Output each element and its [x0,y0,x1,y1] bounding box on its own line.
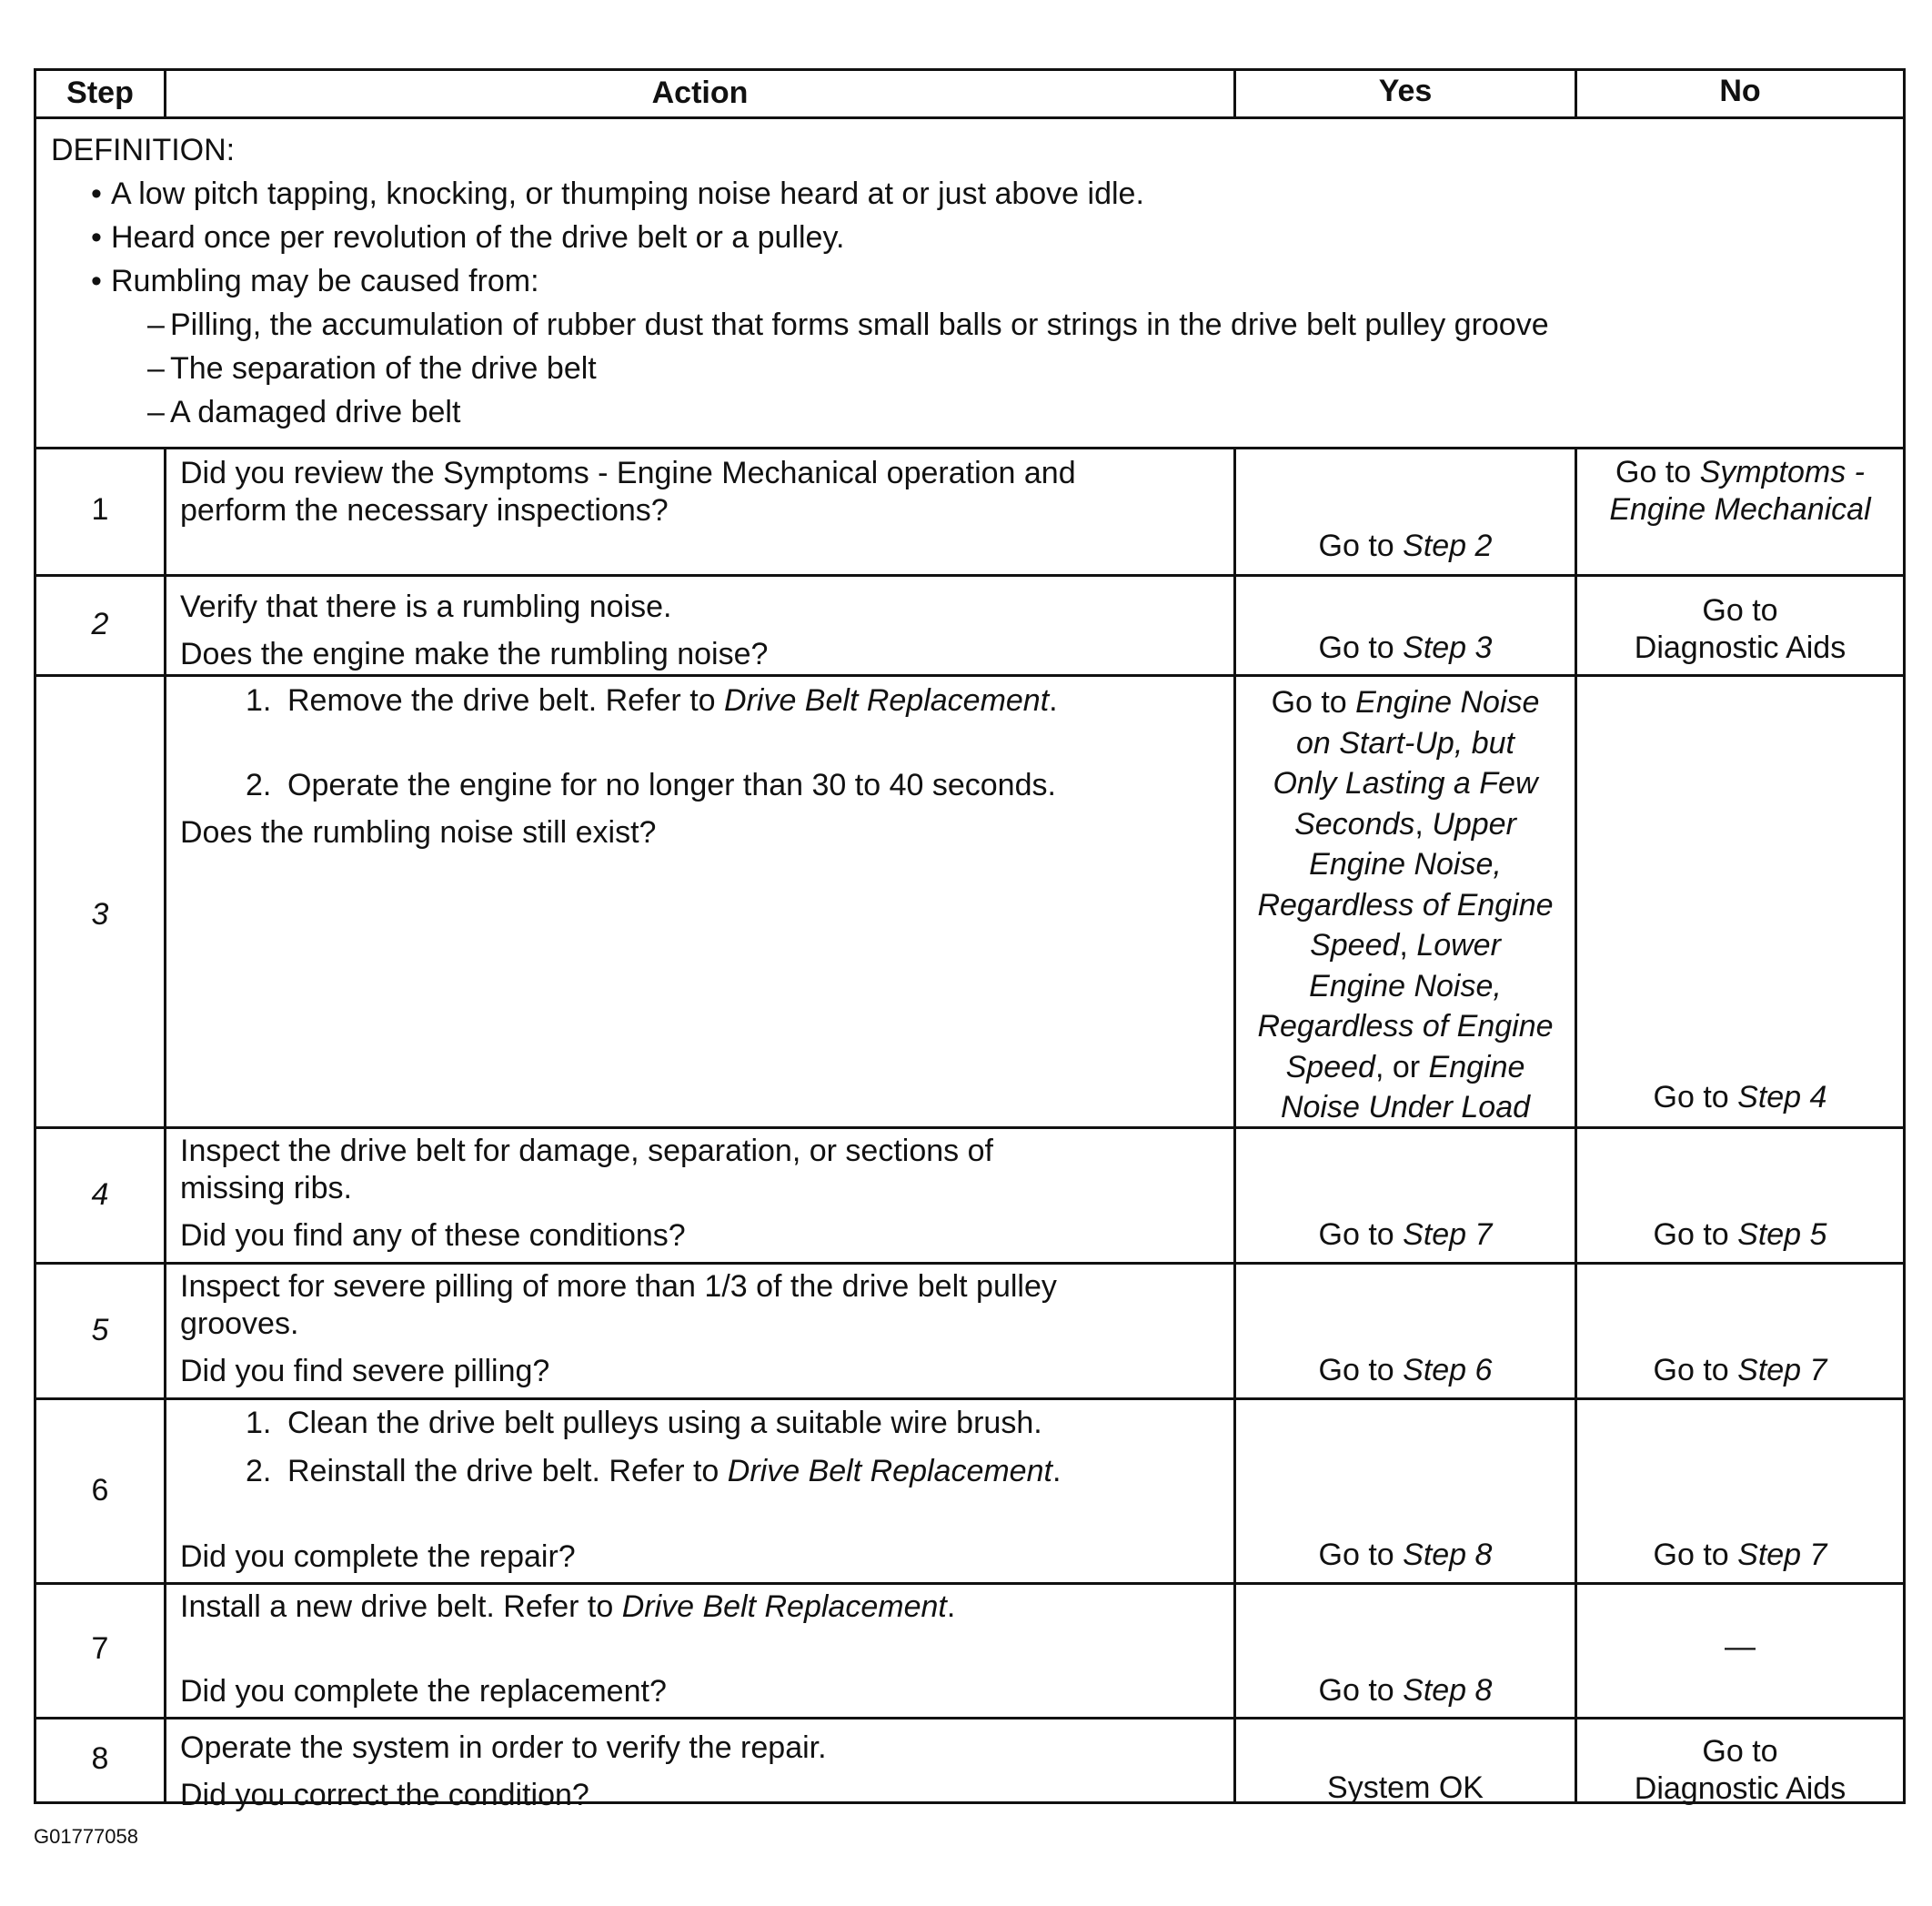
procedure-link[interactable]: Drive Belt Replacement [621,1589,947,1624]
header-divider [36,116,1903,119]
header-action: Action [651,76,749,110]
step-link[interactable]: Step 3 [1403,630,1493,665]
question-text: Does the rumbling noise still exist? [180,815,657,850]
step-number: 8 [91,1741,109,1776]
result-prefix: Go to [1318,1538,1404,1572]
item-text: Operate the engine for no longer than 30 to 40 seconds. [287,768,1056,802]
question-text: Did you find severe pilling? [180,1354,550,1388]
step-link[interactable]: Step 5 [1737,1217,1827,1252]
yes-result [1236,1216,1575,1254]
separator: , [1414,806,1433,842]
result-prefix: Go to [1271,685,1356,720]
action-line: Verify that there is a rumbling noise. [180,590,672,624]
step-link[interactable]: Step 7 [1737,1353,1827,1387]
result-line: Go to [1702,1734,1778,1769]
action-text [180,1588,955,1710]
procedure-link[interactable]: Speed [1310,928,1400,963]
yes-result [1236,630,1575,667]
step-number: 6 [91,1473,109,1508]
diagnostic-aids-link[interactable]: Diagnostic Aids [1634,630,1846,665]
header-step: Step [66,76,134,110]
item-end: . [1049,683,1058,718]
no-result [1577,1079,1903,1116]
result-prefix: Go to [1653,1353,1738,1387]
procedure-link[interactable]: Regardless of Engine [1257,1009,1554,1044]
action-line: grooves. [180,1306,299,1341]
row-divider [36,1397,1903,1400]
result-prefix: Go to [1615,455,1700,489]
procedure-link[interactable]: Speed [1285,1049,1375,1084]
result-prefix: Go to [1318,630,1404,665]
result-prefix: Go to [1653,1217,1738,1252]
no-result [1577,592,1903,667]
result-prefix: Go to [1318,1353,1404,1387]
result-prefix: Go to [1653,1538,1738,1572]
procedure-link[interactable]: Upper [1432,806,1516,842]
step-number: 1 [91,492,109,527]
col-divider [164,447,166,1804]
result-prefix: Go to [1653,1080,1738,1114]
procedure-link[interactable]: Engine Noise, [1309,968,1502,1003]
symptoms-link[interactable]: Engine Mechanical [1609,492,1871,527]
result-prefix: Go to [1318,1673,1404,1708]
item-number: 1. [246,683,272,718]
procedure-link[interactable]: Only Lasting a Few [1273,766,1538,801]
no-result [1577,1352,1903,1389]
action-line: Did you review the Symptoms - Engine Mechanical operation and [180,456,1076,490]
row-divider [36,1262,1903,1265]
action-item [180,1405,1226,1442]
definition-dash: – The separation of the drive belt [51,347,1870,390]
yes-result: System OK [1327,1770,1484,1805]
action-item [180,682,1226,720]
action-line: Install a new drive belt. Refer to [180,1589,622,1624]
separator: , or [1374,1049,1429,1084]
no-result: — [1725,1629,1756,1664]
row-divider [36,574,1903,577]
procedure-link[interactable]: Engine Noise, [1309,847,1502,882]
definition-dash: – Pilling, the accumulation of rubber dust that forms small balls or strings in the drive belt pulley groove [51,303,1870,347]
header-no: No [1719,74,1761,108]
question-text: Did you find any of these conditions? [180,1218,686,1253]
procedure-link[interactable]: Regardless of Engine [1257,887,1554,923]
diagnostic-table [34,68,1906,1812]
procedure-link[interactable]: Drive Belt Replacement [727,1454,1052,1488]
yes-result [1236,1537,1575,1574]
result-prefix: Go to [1318,1217,1404,1252]
action-line: Does the engine make the rumbling noise? [180,637,769,671]
separator: , [1399,928,1417,963]
row-divider [36,1717,1903,1719]
step-link[interactable]: Step 2 [1403,529,1493,563]
action-line: Inspect for severe pilling of more than 1/3 of the drive belt pulley [180,1269,1057,1304]
step-number-text: 2 [91,607,109,641]
yes-result [1236,528,1575,565]
action-item [180,767,1226,804]
procedure-link[interactable]: Engine [1428,1049,1525,1084]
step-number: 7 [91,1631,109,1666]
procedure-link[interactable]: Engine Noise [1355,685,1540,720]
procedure-link[interactable]: Noise Under Load [1280,1090,1531,1124]
no-result [1577,454,1903,529]
step-link[interactable]: Step 7 [1403,1217,1493,1252]
step-link[interactable]: Step 6 [1403,1353,1493,1387]
action-line: Inspect the drive belt for damage, separation, or sections of [180,1134,993,1168]
action-line: Operate the system in order to verify the repair. [180,1730,827,1765]
step-number [36,606,164,643]
step-number [36,1176,164,1214]
yes-result [1236,1352,1575,1389]
item-text: Reinstall the drive belt. Refer to [287,1454,728,1488]
item-number: 2. [246,768,272,802]
no-result [1577,1216,1903,1254]
item-number: 2. [246,1454,272,1488]
action-text [180,455,1076,529]
definition-block [51,128,1870,434]
row-divider [36,1582,1903,1585]
item-end: . [946,1589,956,1624]
definition-bullets [51,172,1870,434]
result-line: Go to [1702,593,1778,628]
action-text [180,1268,1057,1390]
step-number [36,1312,164,1349]
item-end: . [1052,1454,1062,1488]
question-text: Did you complete the replacement? [180,1674,667,1709]
figure-id: G01777058 [34,1825,138,1848]
step-link[interactable]: Step 7 [1737,1538,1827,1572]
symptoms-link[interactable]: Symptoms - [1699,455,1865,489]
definition-bullet: • Rumbling may be caused from: [51,259,1870,303]
action-text [180,583,768,678]
item-text: Remove the drive belt. Refer to [287,683,725,718]
item-number: 1. [246,1406,272,1440]
definition-divider [36,447,1903,449]
action-item [180,1453,1226,1490]
step-number-text: 4 [91,1177,109,1212]
yes-result [1236,682,1575,1128]
header-yes: Yes [1378,74,1433,108]
action-line: missing ribs. [180,1171,352,1205]
action-line: perform the necessary inspections? [180,493,669,528]
procedure-link[interactable]: Seconds [1294,806,1415,842]
question-text: Did you complete the repair? [180,1539,576,1574]
step-number-text: 3 [91,897,109,932]
yes-result [1236,1672,1575,1709]
step-number [36,896,164,933]
question-text: Did you correct the condition? [180,1778,589,1812]
step-number-text: 5 [91,1313,109,1347]
step-link[interactable]: Step 8 [1403,1538,1493,1572]
definition-dash: – A damaged drive belt [51,390,1870,434]
item-text: Clean the drive belt pulleys using a suitable wire brush. [287,1406,1042,1440]
procedure-link[interactable]: on Start-Up, but [1295,725,1514,761]
action-text [180,682,1226,852]
no-result [1577,1537,1903,1574]
result-prefix: Go to [1318,529,1404,563]
step-link[interactable]: Step 8 [1403,1673,1493,1708]
procedure-link[interactable]: Drive Belt Replacement [724,683,1050,718]
diagnostic-aids-link[interactable]: Diagnostic Aids [1634,1771,1846,1806]
action-text [180,1405,1226,1576]
step-link[interactable]: Step 4 [1737,1080,1827,1114]
definition-bullet: • Heard once per revolution of the drive belt or a pulley. [51,216,1870,259]
definition-title: DEFINITION: [51,133,236,167]
action-text [180,1724,827,1819]
definition-bullet: • A low pitch tapping, knocking, or thumping noise heard at or just above idle. [51,172,1870,216]
action-text [180,1133,993,1255]
no-result [1577,1733,1903,1808]
row-divider [36,1126,1903,1129]
procedure-link[interactable]: Lower [1416,928,1501,963]
